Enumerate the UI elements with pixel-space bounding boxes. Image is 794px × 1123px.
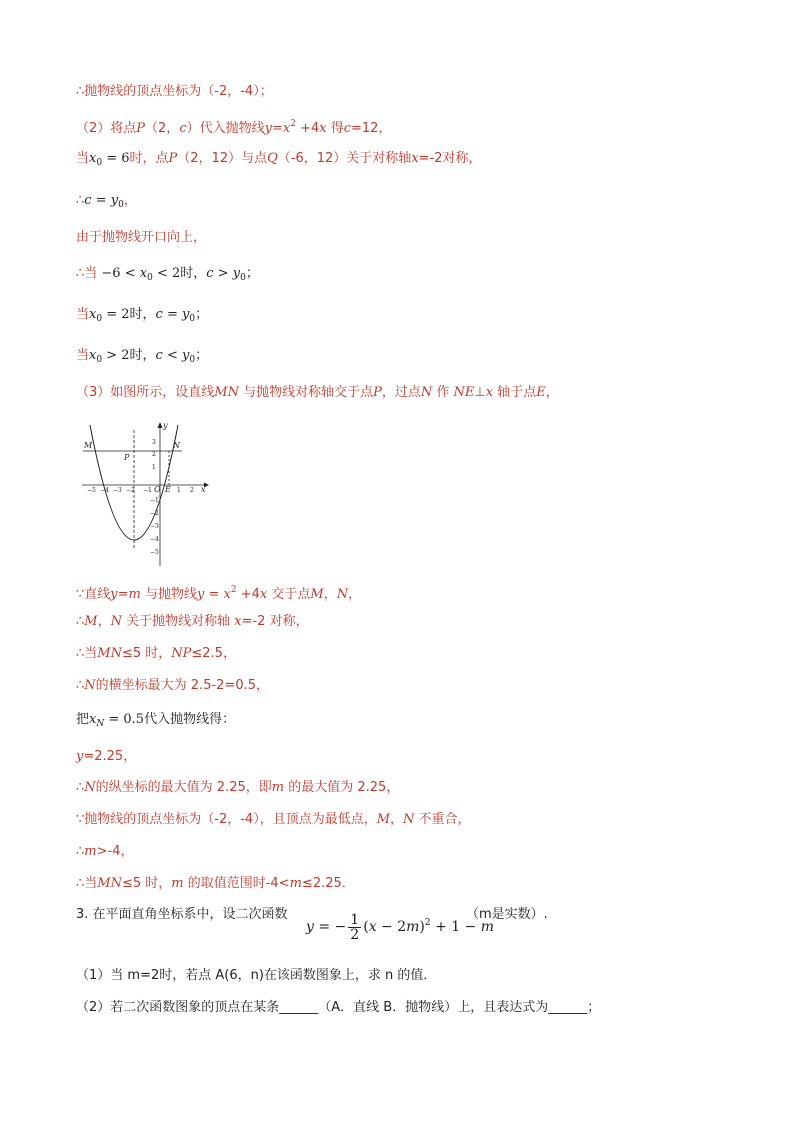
solution-line-18 <box>76 843 133 861</box>
text: ， <box>323 587 337 602</box>
var-y: y <box>197 587 205 602</box>
value: = 6 <box>102 151 130 166</box>
question-3-header <box>76 906 288 924</box>
text: 时，点 <box>129 151 169 166</box>
text: ； <box>195 307 209 322</box>
solution-line-12 <box>76 645 236 663</box>
point-n: N <box>420 385 433 400</box>
solution-line-13 <box>76 677 269 695</box>
text: ）代入抛物线 <box>186 121 265 136</box>
segment-mn: MN <box>214 385 239 400</box>
var-y: y <box>232 266 241 281</box>
value: = 2 <box>102 307 130 322</box>
subscript: 0 <box>96 314 103 324</box>
y-tick-label: −4 <box>150 536 159 543</box>
text: ∴ <box>76 614 85 629</box>
label-m: M <box>84 441 93 450</box>
text: 交于点 <box>267 587 311 602</box>
segment-np: NP <box>171 646 192 661</box>
text: 不重合， <box>414 812 471 827</box>
var-y: y <box>110 193 119 208</box>
text: =-2对称， <box>418 151 482 166</box>
text: 的纵坐标的最大值为 2.25，即 <box>95 780 272 795</box>
text: ， <box>390 812 404 827</box>
fraction-denominator: 2 <box>350 926 360 943</box>
solution-line-2 <box>76 115 391 138</box>
var-m: m <box>84 844 97 859</box>
var-m: m <box>271 780 285 795</box>
text: （3）如图所示，设直线 <box>76 385 215 400</box>
value: < 2 <box>152 266 181 281</box>
text: 得 <box>326 121 344 136</box>
y-tick-label: 1 <box>152 464 156 471</box>
text: ∴ <box>76 193 85 208</box>
text: （-6，12）关于对称轴 <box>277 151 412 166</box>
point-m: M <box>84 614 98 629</box>
text: ； <box>195 348 209 363</box>
equals: = <box>91 193 111 208</box>
text: ∴当 <box>76 266 98 281</box>
text: （2， <box>145 121 180 136</box>
solution-line-15 <box>76 748 136 766</box>
point-n: N <box>110 614 122 629</box>
label-e: E <box>165 485 171 494</box>
var-x: x <box>223 587 231 602</box>
x-tick-label: 2 <box>190 487 194 494</box>
point-p: P <box>136 121 146 136</box>
var-c: c <box>84 193 92 208</box>
subscript: 0 <box>96 355 103 365</box>
y-axis-arrow <box>158 422 163 428</box>
var-y: y <box>110 587 118 602</box>
text: 轴于点 <box>493 385 537 400</box>
point-m: M <box>376 812 391 827</box>
var-x: x <box>368 919 377 935</box>
parabola-figure <box>80 420 210 568</box>
var-y: y <box>76 749 84 764</box>
var-c: c <box>343 121 352 136</box>
text: 作 <box>432 385 454 400</box>
point-n: N <box>84 678 96 693</box>
x-tick-label: −4 <box>100 487 109 494</box>
var-y: y <box>182 307 190 322</box>
text: 时， <box>180 266 207 281</box>
x-tick-label: −1 <box>143 487 152 494</box>
solution-line-10 <box>76 581 361 604</box>
text: 当 <box>76 348 90 363</box>
y-tick-label: 2 <box>152 451 156 458</box>
value: −6 < <box>97 266 140 281</box>
subscript: 0 <box>189 355 196 365</box>
y-tick-label: −3 <box>150 523 159 530</box>
label-n: N <box>173 441 180 450</box>
text: ， <box>545 385 559 400</box>
var-x: x <box>89 307 97 322</box>
point-m: M <box>310 587 324 602</box>
point-q: Q <box>267 151 278 166</box>
x-tick-label: 1 <box>177 487 181 494</box>
question-3-note <box>466 906 548 924</box>
var-x: x <box>89 712 97 727</box>
label-x: x <box>201 485 206 494</box>
text: 的最大值为 2.25， <box>284 780 400 795</box>
relation: < <box>162 348 182 363</box>
formula-part: = − <box>313 919 347 935</box>
y-tick-label: −5 <box>150 549 159 556</box>
text: ， <box>123 193 137 208</box>
text: 把 <box>76 712 90 727</box>
label-y: y <box>163 421 168 430</box>
point-e: E <box>536 385 546 400</box>
var-y: y <box>306 919 314 935</box>
var-x: x <box>89 348 97 363</box>
formula-part: ) <box>419 919 425 935</box>
text: ∴当 <box>76 876 98 891</box>
relation: = <box>162 307 182 322</box>
text: 与抛物线 <box>140 587 198 602</box>
solution-line-1 <box>76 83 273 101</box>
formula-part: − 2 <box>376 919 407 935</box>
var-x: x <box>139 266 148 281</box>
subscript: 0 <box>189 314 196 324</box>
point-n: N <box>336 587 349 602</box>
y-tick-label: −1 <box>150 497 159 504</box>
text: =2.25， <box>83 749 137 764</box>
solution-line-8 <box>76 347 208 369</box>
text: 与抛物线对称轴交于点 <box>238 385 374 400</box>
segment-mn: MN <box>97 646 122 661</box>
text: 时， <box>129 348 156 363</box>
text: ∵直线 <box>76 587 111 602</box>
var-c: c <box>155 307 163 322</box>
x-tick-label: −2 <box>126 487 135 494</box>
text: 当 <box>76 151 90 166</box>
question-3-intro: 3. 在平面直角坐标系中，设二次函数 <box>76 907 288 922</box>
fraction-half <box>348 913 361 942</box>
text: ∴ <box>76 844 85 859</box>
var-m: m <box>406 919 420 935</box>
solution-line-3 <box>76 150 482 172</box>
text: ∴ <box>76 780 85 795</box>
subscript: 0 <box>96 158 103 168</box>
var-x: x <box>234 614 242 629</box>
solution-line-5 <box>76 229 206 247</box>
question-3-part-2 <box>76 999 600 1017</box>
var-m: m <box>128 587 141 602</box>
text: （2，12）与点 <box>177 151 268 166</box>
text: ， <box>348 587 362 602</box>
x-tick-label: −3 <box>113 487 122 494</box>
text: ≤5 时， <box>121 646 172 661</box>
solution-line-19 <box>76 875 355 893</box>
var-x: x <box>411 151 419 166</box>
equals: = <box>204 587 224 602</box>
text: ∴ <box>76 678 85 693</box>
solution-line-9 <box>76 384 559 402</box>
var-m: m <box>289 876 302 891</box>
exponent: 2 <box>424 918 431 928</box>
text: ∴当 <box>76 646 98 661</box>
var-y: y <box>264 121 272 136</box>
point-n: N <box>403 812 415 827</box>
text: 代入抛物线得： <box>144 712 236 727</box>
solution-line-6 <box>76 265 259 287</box>
var-x: x <box>282 121 291 136</box>
equals: = <box>117 587 129 602</box>
segment-ne: NE <box>453 385 475 400</box>
formula-part: + 1 − <box>430 919 481 935</box>
exponent: 2 <box>230 585 237 595</box>
text: 关于抛物线对称轴 <box>121 614 235 629</box>
subscript: 0 <box>147 273 153 283</box>
var-m: m <box>480 919 495 935</box>
solution-line-4 <box>76 192 137 214</box>
text: ∵抛物线的顶点坐标为（-2，-4），且顶点为最低点， <box>76 812 377 827</box>
formula-part: ( <box>363 919 369 935</box>
text: +4 <box>295 121 320 136</box>
question-3-part-1 <box>76 967 436 985</box>
text: （m是实数）. <box>466 907 548 922</box>
y-tick-label: −2 <box>150 510 159 517</box>
label-o: O <box>154 485 161 494</box>
text: 当 <box>76 307 90 322</box>
text: ≤5 时， <box>121 876 172 891</box>
var-x: x <box>319 121 327 136</box>
var-x: x <box>89 151 97 166</box>
text: ，过点 <box>381 385 421 400</box>
text: （1）当 m=2时，若点 A(6，n)在该函数图象上，求 n 的值． <box>76 968 437 983</box>
text: （2）将点 <box>76 121 137 136</box>
var-m: m <box>171 876 184 891</box>
exponent: 2 <box>290 119 296 129</box>
point-n: N <box>84 780 96 795</box>
var-c: c <box>155 348 163 363</box>
subscript: 0 <box>240 273 246 283</box>
text: 的取值范围时-4< <box>183 876 290 891</box>
text: =-2 对称， <box>241 614 309 629</box>
text: >-4， <box>96 844 134 859</box>
var-y: y <box>182 348 190 363</box>
subscript: 0 <box>118 200 124 210</box>
solution-line-7 <box>76 306 208 328</box>
text: =12， <box>351 121 392 136</box>
text: 由于抛物线开口向上， <box>76 230 207 245</box>
text: ∴抛物线的顶点坐标为（-2，-4）； <box>76 84 273 99</box>
fraction-numerator: 1 <box>350 911 360 928</box>
text: ≤2.5， <box>191 646 236 661</box>
text: 时， <box>129 307 156 322</box>
solution-line-14 <box>76 711 235 733</box>
label-p: P <box>124 453 130 462</box>
var-c: c <box>206 266 214 281</box>
text: 的横坐标最大为 2.5-2=0.5， <box>95 678 269 693</box>
perp: ⊥ <box>474 385 486 400</box>
y-tick-label: 3 <box>152 439 156 446</box>
value: = 0.5 <box>104 712 145 727</box>
point-p: P <box>168 151 178 166</box>
solution-line-11 <box>76 613 309 631</box>
text: +4 <box>236 587 260 602</box>
subscript: N <box>96 719 105 729</box>
text: ， <box>97 614 111 629</box>
solution-line-16 <box>76 779 399 797</box>
equals: = <box>271 121 283 136</box>
x-tick-label: −5 <box>87 487 96 494</box>
solution-line-17 <box>76 811 471 829</box>
point-p: P <box>373 385 382 400</box>
text: （2）若二次函数图象的顶点在某条______（A．直线 B．抛物线）上，且表达式为______； <box>76 1000 601 1015</box>
var-x: x <box>259 587 268 602</box>
text: ； <box>245 266 259 281</box>
value: > 2 <box>102 348 130 363</box>
text: ≤2.25． <box>301 876 355 891</box>
segment-mn: MN <box>97 876 122 891</box>
relation: > <box>213 266 233 281</box>
var-c: c <box>179 121 187 136</box>
var-x: x <box>485 385 494 400</box>
